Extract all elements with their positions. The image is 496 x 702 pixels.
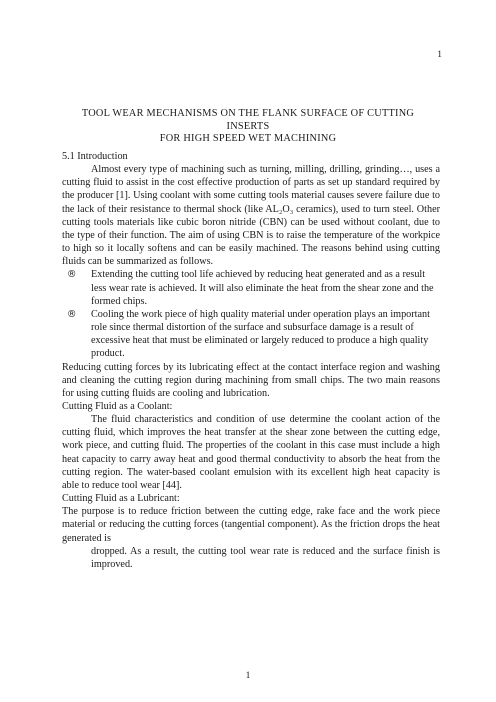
title-line-2: INSERTS <box>226 120 270 132</box>
lubricant-heading: Cutting Fluid as a Lubricant: <box>62 493 180 505</box>
bullet-marker: ® <box>67 308 77 320</box>
page-number-bottom: 1 <box>245 671 251 681</box>
bullet-marker: ® <box>67 269 77 281</box>
title-line-1: TOOL WEAR MECHANISMS ON THE FLANK SURFACE OF CUTTING <box>81 108 415 119</box>
lubricant-paragraph: The purpose is to reduce friction between the cutting edge, rake face and the work piece material or reducing the cutting forces (tangential component). As the friction drops the heat generated is <box>62 506 440 544</box>
page-number-top: 1 <box>437 50 442 60</box>
list-item <box>67 268 440 307</box>
intro-paragraph: Almost every type of machining such as turning, milling, drilling, grinding…, uses a cutting fluid to assist in the cost effective production of parts as set up standard required by the producer [1]. Using coolant with some cutting tools material causes severe failure due to the lack of their resistance to thermal shock (like AL₂O₃ ceramics), used to turn steel. Other cutting tools materials like cubic boron nitride (CBN) can be used without coolant, due to the type of their function. The aim of using CBN is to raise the temperature of the workpice to high so it locally softens and can be easily machined. The reasons behind using cutting fluids can be summarized as follows. <box>62 164 440 268</box>
list-item-text: Cooling the work piece of high quality material under operation plays an important role since thermal distortion of the surface and subsurface damage is a result of excessive heat that must be eliminated or largely reduced to produce a high quality product. <box>91 308 430 360</box>
lubricant-continuation: dropped. As a result, the cutting tool wear rate is reduced and the surface finish is improved. <box>91 545 440 570</box>
coolant-paragraph: The fluid characteristics and condition of use determine the coolant action of the cutting fluid, which improves the heat transfer at the shear zone between the cutting edge, work piece, and cutting fluid. The properties of the coolant in this case must include a high heat capacity to carry away heat and good thermal conductivity to absorb the heat from the cutting region. The water-based coolant emulsion with its excellent high heat capacity is able to reduce tool wear [44]. <box>62 414 440 491</box>
coolant-heading: Cutting Fluid as a Coolant: <box>62 400 173 412</box>
document-title <box>62 108 434 146</box>
list-item <box>67 308 440 361</box>
title-line-3: FOR HIGH SPEED WET MACHINING <box>159 133 337 145</box>
reducing-paragraph: Reducing cutting forces by its lubricating effect at the contact interface region and washing and cleaning the cutting region during machining from small chips. The two main reasons for using cutting fluids are cooling and lubrication. <box>62 361 440 399</box>
document-body <box>62 150 440 571</box>
list-item-text: Extending the cutting tool life achieved by reducing heat generated and as a result less wear rate is achieved. It will also eliminate the heat from the shear zone and the formed chips. <box>91 269 434 307</box>
section-heading: 5.1 Introduction <box>62 151 128 162</box>
reasons-list <box>62 268 440 360</box>
